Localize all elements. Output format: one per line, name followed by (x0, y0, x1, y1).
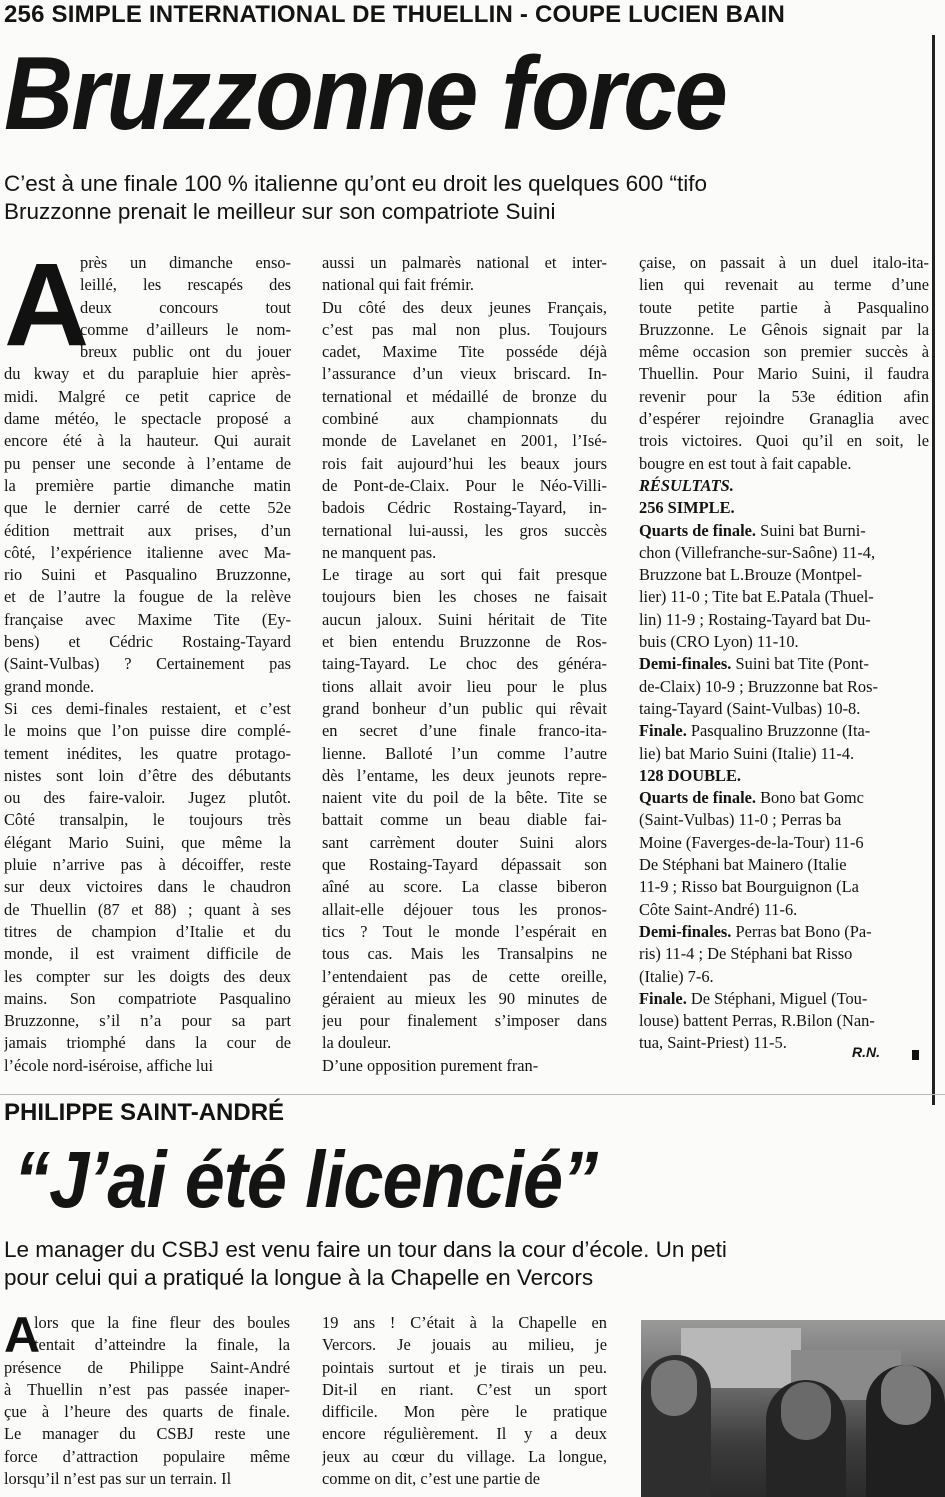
text-line: toujours bien les choses ne faisait (322, 587, 607, 607)
text-line: sur deux victoires dans le chaudron (4, 877, 291, 897)
result-text: Pasqualino Bruzzonne (Ita- (686, 721, 871, 741)
text-line: même occasion son premier succès à (639, 342, 929, 362)
standfirst-line: C’est à une finale 100 % italienne qu’ont eu droit les quelques 600 “tifo (4, 171, 707, 196)
text-line: çue à l’heure des quarts de finale. (4, 1402, 290, 1422)
text-line: Le manager du CSBJ reste une (4, 1424, 290, 1444)
result-line: Moine (Faverges-de-la-Tour) 11-6 (639, 832, 864, 852)
text-line: mains. Son compatriote Pasqualino (4, 988, 291, 1008)
text-line: aîné au score. La classe biberon (322, 877, 607, 897)
text-line: force d’attraction populaire même (4, 1446, 290, 1466)
text-line: de Thuellin (87 et 88) ; quant à ses (4, 899, 291, 919)
text-line: jeu pour finalement s’imposer dans (322, 1011, 607, 1031)
result-text: Suini bat Tite (Pont- (731, 654, 869, 674)
text-line: Vercors. Je jouais au milieu, je (322, 1335, 607, 1355)
text-line: national qui fait frémir. (322, 275, 475, 295)
text-line: c’est pas mal non plus. Toujours (322, 319, 607, 339)
result-line: buis (CRO Lyon) 11-10. (639, 632, 799, 652)
text-line: grand bonheur d’un public qui rêvait (322, 698, 607, 718)
text-line: lienne. Balloté l’un comme l’autre (322, 743, 607, 763)
result-line (639, 653, 929, 675)
standfirst-line: Bruzzonne prenait le meilleur sur son compatriote Suini (4, 199, 556, 224)
text-line: revenir pour la 53e édition afin (639, 386, 929, 406)
text-line: nistes sont loin d’être des débutants (4, 765, 291, 785)
result-line: (Saint-Vulbas) 11-0 ; Perras ba (639, 810, 842, 830)
text-line: près un dimanche enso- (80, 253, 291, 272)
text-line: et de l’autre la fougue de la relève (4, 587, 291, 607)
text-line: présence de Philippe Saint-André (4, 1357, 290, 1377)
text-line: rio Suini et Pasqualino Bruzzonne, (4, 565, 291, 585)
standfirst (4, 170, 944, 226)
text-line: en secret d’une finale franco-ita- (322, 721, 607, 741)
result-line: ris) 11-4 ; De Stéphani bat Risso (639, 944, 853, 964)
article-separator (0, 1094, 945, 1095)
text-line: combiné aux championnats du (322, 409, 607, 429)
byline: R.N. (852, 1044, 880, 1060)
article-column-3 (639, 252, 929, 1055)
result-round: Finale. (639, 988, 687, 1008)
text-line: à Thuellin n’est pas passée inaper- (4, 1379, 290, 1399)
result-round: Quarts de finale. (639, 788, 757, 808)
article-column-2 (322, 252, 607, 1077)
text-line: Bruzzonne, s’il n’a pour sa part (4, 1011, 291, 1031)
text-line: Dit-il en riant. C’est un sport (322, 1379, 607, 1399)
text-line: Si ces demi-finales restaient, et c’est (4, 698, 291, 718)
text-line: deux concours tout (80, 297, 291, 317)
result-round: Quarts de finale. (639, 520, 757, 540)
text-line: toute petite partie à Pasqualino (639, 297, 929, 317)
text-line: ternational lui-aussi, les gros succès (322, 520, 607, 540)
text-line: pointais surtout et je tirais un peu. (322, 1357, 607, 1377)
result-round: Demi-finales. (639, 921, 732, 941)
text-line: trois victoires. Quoi qu’il en soit, le (639, 431, 929, 451)
text-line: Thuellin. Pour Mario Suini, il faudra (639, 364, 929, 384)
article2-column-2 (322, 1312, 607, 1490)
result-line (639, 921, 929, 943)
text-line: dès l’entame, les deux jeunots repre- (322, 765, 607, 785)
article-column-1 (4, 252, 291, 1077)
standfirst-line: pour celui qui a pratiqué la longue à la Chapelle en Vercors (4, 1265, 594, 1290)
text-line: leillé, les rescapés des (80, 275, 291, 295)
result-heading: 256 SIMPLE. (639, 498, 735, 518)
text-line: ne manquent pas. (322, 542, 437, 562)
result-line (639, 497, 929, 519)
text-line: encore régulièrement. Il y a deux (322, 1424, 607, 1444)
text-line: badois Cédric Rostaing-Tayard, in- (322, 498, 607, 518)
article2-kicker: PHILIPPE SAINT-ANDRÉ (4, 1099, 285, 1126)
text-line: rois fait aujourd’hui les beaux jours (322, 453, 607, 473)
text-line: ternational et médaillé de bronze du (322, 386, 607, 406)
text-line: édition mettrait aux prises, d’un (4, 520, 291, 540)
text-line: tement inédites, les quatre protago- (4, 743, 291, 763)
result-line: de-Claix) 10-9 ; Bruzzonne bat Ros- (639, 676, 878, 696)
text-line: Le tirage au sort qui fait presque (322, 565, 607, 585)
result-text: Bono bat Gomc (756, 788, 864, 808)
text-line: bens) et Cédric Rostaing-Tayard (4, 632, 291, 652)
result-line: lier) 11-0 ; Tite bat E.Patala (Thuel- (639, 587, 874, 607)
text-line: difficile. Mon père le pratique (322, 1402, 607, 1422)
photo-person (651, 1360, 697, 1416)
text-line: 19 ans ! C’était à la Chapelle en (322, 1313, 607, 1332)
text-line: grand monde. (4, 676, 95, 696)
text-line: tions allait avoir lieu pour le plus (322, 676, 607, 696)
result-line: lin) 11-9 ; Rostaing-Tayard bat Du- (639, 609, 871, 629)
result-line (639, 520, 929, 542)
text-line: battait comme un beau diable fai- (322, 810, 607, 830)
text-line: tous cas. Mais les Transalpins ne (322, 944, 607, 964)
text-line: aucun jaloux. Suini héritait de Tite (322, 609, 607, 629)
result-line: louse) battent Perras, R.Bilon (Nan- (639, 1011, 875, 1031)
text-line: élégant Mario Suini, que même la (4, 832, 291, 852)
text-line: Du côté des deux jeunes Français, (322, 297, 607, 317)
text-line: lien qui revenait au terme d’une (639, 275, 929, 295)
text-line: les compter sur les doigts des deux (4, 966, 291, 986)
text-line: comme d’ailleurs le nom- (80, 319, 291, 339)
text-line: breux public ont du jouer (80, 342, 291, 362)
result-line (639, 720, 929, 742)
text-line: D’une opposition purement fran- (322, 1055, 539, 1075)
text-line: Côté transalpin, le toujours très (4, 810, 291, 830)
text-line: tics ? Tout le monde l’espérait en (322, 921, 607, 941)
text-line: allait-elle déjouer tous les pronos- (322, 899, 607, 919)
result-round: Finale. (639, 721, 687, 741)
text-line: naient vite du poil de la bête. Tite se (322, 788, 607, 808)
text-line: pluie n’arrive pas à décoiffer, reste (4, 855, 291, 875)
text-line: cadet, Maxime Tite posséde déjà (322, 342, 607, 362)
text-line: sant carrèment douter Suini alors (322, 832, 607, 852)
text-line: côté, l’expérience italienne avec Ma- (4, 542, 291, 562)
result-heading: 128 DOUBLE. (639, 765, 742, 785)
text-line: taing-Tayard. Le choc des généra- (322, 654, 607, 674)
text-line: (Saint-Vulbas) ? Certainement pas (4, 654, 291, 674)
text-line: d’espérer rejoindre Granaglia avec (639, 409, 929, 429)
text-line: aussi un palmarès national et inter- (322, 253, 607, 272)
end-mark (912, 1050, 919, 1060)
result-line: De Stéphani bat Mainero (Italie (639, 855, 847, 875)
text-line: titres de champion d’Italie et du (4, 921, 291, 941)
photo-person (781, 1382, 831, 1440)
result-line: tua, Saint-Priest) 11-5. (639, 1033, 787, 1053)
standfirst-line: Le manager du CSBJ est venu faire un tour dans la cour d’école. Un peti (4, 1237, 727, 1262)
text-line: lors que la fine fleur des boules (34, 1313, 290, 1332)
text-line: lorsqu’il n’est pas sur un terrain. Il (4, 1469, 232, 1489)
text-line: que Rostaing-Tayard dépassait son (322, 855, 607, 875)
text-line: bougre en est tout à fait capable. (639, 453, 852, 473)
result-line (639, 787, 929, 809)
text-line: monde, il est vraiment difficile de (4, 944, 291, 964)
section-kicker: 256 SIMPLE INTERNATIONAL DE THUELLIN - COUPE LUCIEN BAIN (4, 1, 786, 28)
text-line: et bien entendu Bruzzonne de Ros- (322, 632, 607, 652)
text-line: de Pont-de-Claix. Pour le Néo-Villi- (322, 475, 607, 495)
text-line: jamais triomphé dans la cour de (4, 1033, 291, 1053)
result-line: (Italie) 7-6. (639, 966, 714, 986)
text-line: que le dernier carré de cette 52e (4, 498, 291, 518)
results-heading: RÉSULTATS. (639, 475, 734, 495)
text-line: le moins que l’on puisse dire complé- (4, 721, 291, 741)
text-line: française avec Maxime Tite (Ey- (4, 609, 291, 629)
text-line: ou des faire-valoir. Jugez plutôt. (4, 788, 291, 808)
result-line: Bruzzone bat L.Brouze (Montpel- (639, 565, 863, 585)
result-line (639, 988, 929, 1010)
result-line (639, 765, 929, 787)
news-photo (641, 1320, 945, 1497)
text-line: monde de Lavelanet en 2001, l’Isé- (322, 431, 607, 451)
text-line: l’entendaient pas de cette oreille, (322, 966, 607, 986)
text-line: midi. Malgré ce petit caprice de (4, 386, 291, 406)
text-line: encore été à la hauteur. Qui aurait (4, 431, 291, 451)
text-line: l’école nord-iséroise, affiche lui (4, 1055, 214, 1075)
text-line: dame météo, le spectacle proposé a (4, 409, 291, 429)
text-line: comme on dit, c’est une partie de (322, 1469, 541, 1489)
text-line: çaise, on passait à un duel italo-ita- (639, 253, 929, 272)
text-line: la douleur. (322, 1033, 392, 1053)
text-line: géraient au mieux les 90 minutes de (322, 988, 607, 1008)
result-line: chon (Villefranche-sur-Saône) 11-4, (639, 542, 876, 562)
column-text (639, 252, 929, 475)
photo-person (881, 1365, 931, 1425)
result-text: De Stéphani, Miguel (Tou- (686, 988, 868, 1008)
text-line: du kway et du parapluie hier après- (4, 364, 291, 384)
result-line: Côte Saint-André) 11-6. (639, 899, 798, 919)
result-line: lie) bat Mario Suini (Italie) 11-4. (639, 743, 855, 763)
text-line: Bruzzonne. Le Gênois signait par la (639, 319, 929, 339)
text-line: pu penser une seconde à l’entame de (4, 453, 291, 473)
result-text: Perras bat Bono (Pa- (731, 921, 872, 941)
result-text: Suini bat Burni- (756, 520, 866, 540)
article2-headline: “J’ai été licencié” (14, 1135, 598, 1224)
article2-column-1 (4, 1307, 290, 1490)
result-line: 11-9 ; Risso bat Bourguignon (La (639, 877, 859, 897)
text-line: la première partie dimanche matin (4, 475, 291, 495)
headline: Bruzzonne force (4, 36, 726, 152)
results-list (639, 497, 929, 1054)
result-round: Demi-finales. (639, 654, 732, 674)
text-line: l’assurance d’un vieux briscard. In- (322, 364, 607, 384)
result-line: taing-Tayard (Saint-Vulbas) 10-8. (639, 698, 861, 718)
text-line: tentait d’atteindre la finale, la (34, 1335, 290, 1355)
drop-cap: A (4, 1307, 41, 1363)
drop-cap: A (4, 239, 90, 371)
article2-standfirst (4, 1236, 944, 1292)
text-line: jeux au cœur du village. La longue, (322, 1446, 607, 1466)
